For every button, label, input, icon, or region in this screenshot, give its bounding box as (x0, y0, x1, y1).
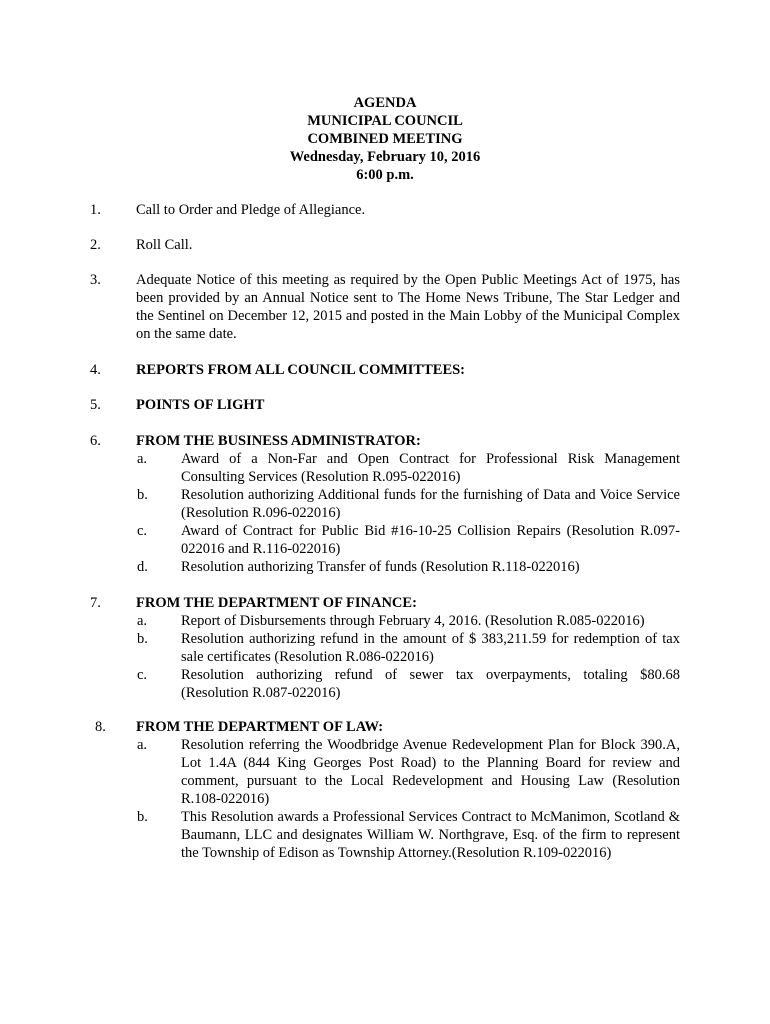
item-heading: FROM THE DEPARTMENT OF FINANCE: (136, 595, 417, 611)
header-meeting-type: COMBINED MEETING (307, 131, 463, 147)
header-body: MUNICIPAL COUNCIL (307, 113, 463, 129)
header-time: 6:00 p.m. (356, 167, 414, 183)
item-number: 6. (90, 433, 101, 449)
item-body (136, 432, 680, 576)
sub-item (137, 808, 680, 862)
item-text: Call to Order and Pledge of Allegiance. (136, 202, 366, 218)
item-body (136, 718, 680, 862)
item-number: 8. (95, 719, 106, 735)
sub-item-text: Resolution authorizing refund of sewer tax overpayments, totaling $80.68 (Resolution R.087-022016) (181, 667, 680, 701)
item-number: 1. (90, 202, 101, 218)
sub-item (137, 736, 680, 808)
item-number: 2. (90, 237, 101, 253)
sub-item-letter: b. (137, 809, 148, 825)
sub-item (137, 666, 680, 702)
item-heading: POINTS OF LIGHT (136, 397, 265, 413)
sub-item-letter: d. (137, 559, 148, 575)
item-heading: FROM THE DEPARTMENT OF LAW: (136, 719, 384, 735)
item-number: 3. (90, 272, 101, 288)
sub-item-letter: a. (137, 613, 148, 629)
sub-item-letter: b. (137, 487, 148, 503)
sub-item-letter: c. (137, 523, 148, 539)
header-date: Wednesday, February 10, 2016 (289, 149, 481, 165)
item-body (136, 594, 680, 702)
sub-item-letter: b. (137, 631, 148, 647)
item-heading: FROM THE BUSINESS ADMINISTRATOR: (136, 433, 421, 449)
sub-item-text: Resolution authorizing Additional funds for the furnishing of Data and Voice Service (Resolution R.096-022016) (181, 487, 680, 521)
sub-item (137, 558, 680, 576)
sub-item-text: Award of Contract for Public Bid #16-10-25 Collision Repairs (Resolution R.097-022016 and R.116-022016) (181, 523, 680, 557)
sub-item-text: Resolution authorizing refund in the amount of $ 383,211.59 for redemption of tax sale certificates (Resolution R.086-022016) (181, 631, 680, 665)
item-number: 7. (90, 595, 101, 611)
sub-item-letter: a. (137, 451, 148, 467)
sub-item-letter: c. (137, 667, 148, 683)
sub-item-text: Resolution authorizing Transfer of funds (Resolution R.118-022016) (181, 559, 580, 575)
item-number: 5. (90, 397, 101, 413)
item-number: 4. (90, 362, 101, 378)
sub-item (137, 486, 680, 522)
item-text: Adequate Notice of this meeting as required by the Open Public Meetings Act of 1975, has been provided by an Annual Notice sent to The Home News Tribune, The Star Ledger and the Sentinel on December 12, 2015 and posted in the Main Lobby of the Municipal Complex on the same date. (136, 272, 680, 342)
sub-item-text: Award of a Non-Far and Open Contract for Professional Risk Management Consulting Services (Resolution R.095-022016) (181, 451, 680, 485)
sub-item (137, 612, 680, 630)
sub-item (137, 522, 680, 558)
item-text: Roll Call. (136, 237, 193, 253)
agenda-header (0, 94, 770, 184)
sub-item (137, 630, 680, 666)
item-heading: REPORTS FROM ALL COUNCIL COMMITTEES: (136, 362, 466, 378)
sub-item-letter: a. (137, 737, 148, 753)
sub-item-text: This Resolution awards a Professional Services Contract to McManimon, Scotland & Baumann, LLC and designates William W. Northgrave, Esq. of the firm to represent the Township of Edison as Township Attorney.(Resolution R.109-022016) (181, 809, 680, 861)
sub-item (137, 450, 680, 486)
sub-item-text: Report of Disbursements through February 4, 2016. (Resolution R.085-022016) (181, 613, 645, 629)
header-title: AGENDA (353, 95, 417, 111)
sub-item-text: Resolution referring the Woodbridge Avenue Redevelopment Plan for Block 390.A, Lot 1.4A (844 King Georges Post Road) to the Planning Board for review and comment, pursuant to the Local Redevelopment and Housing Law (Resolution R.108-022016) (181, 737, 680, 807)
